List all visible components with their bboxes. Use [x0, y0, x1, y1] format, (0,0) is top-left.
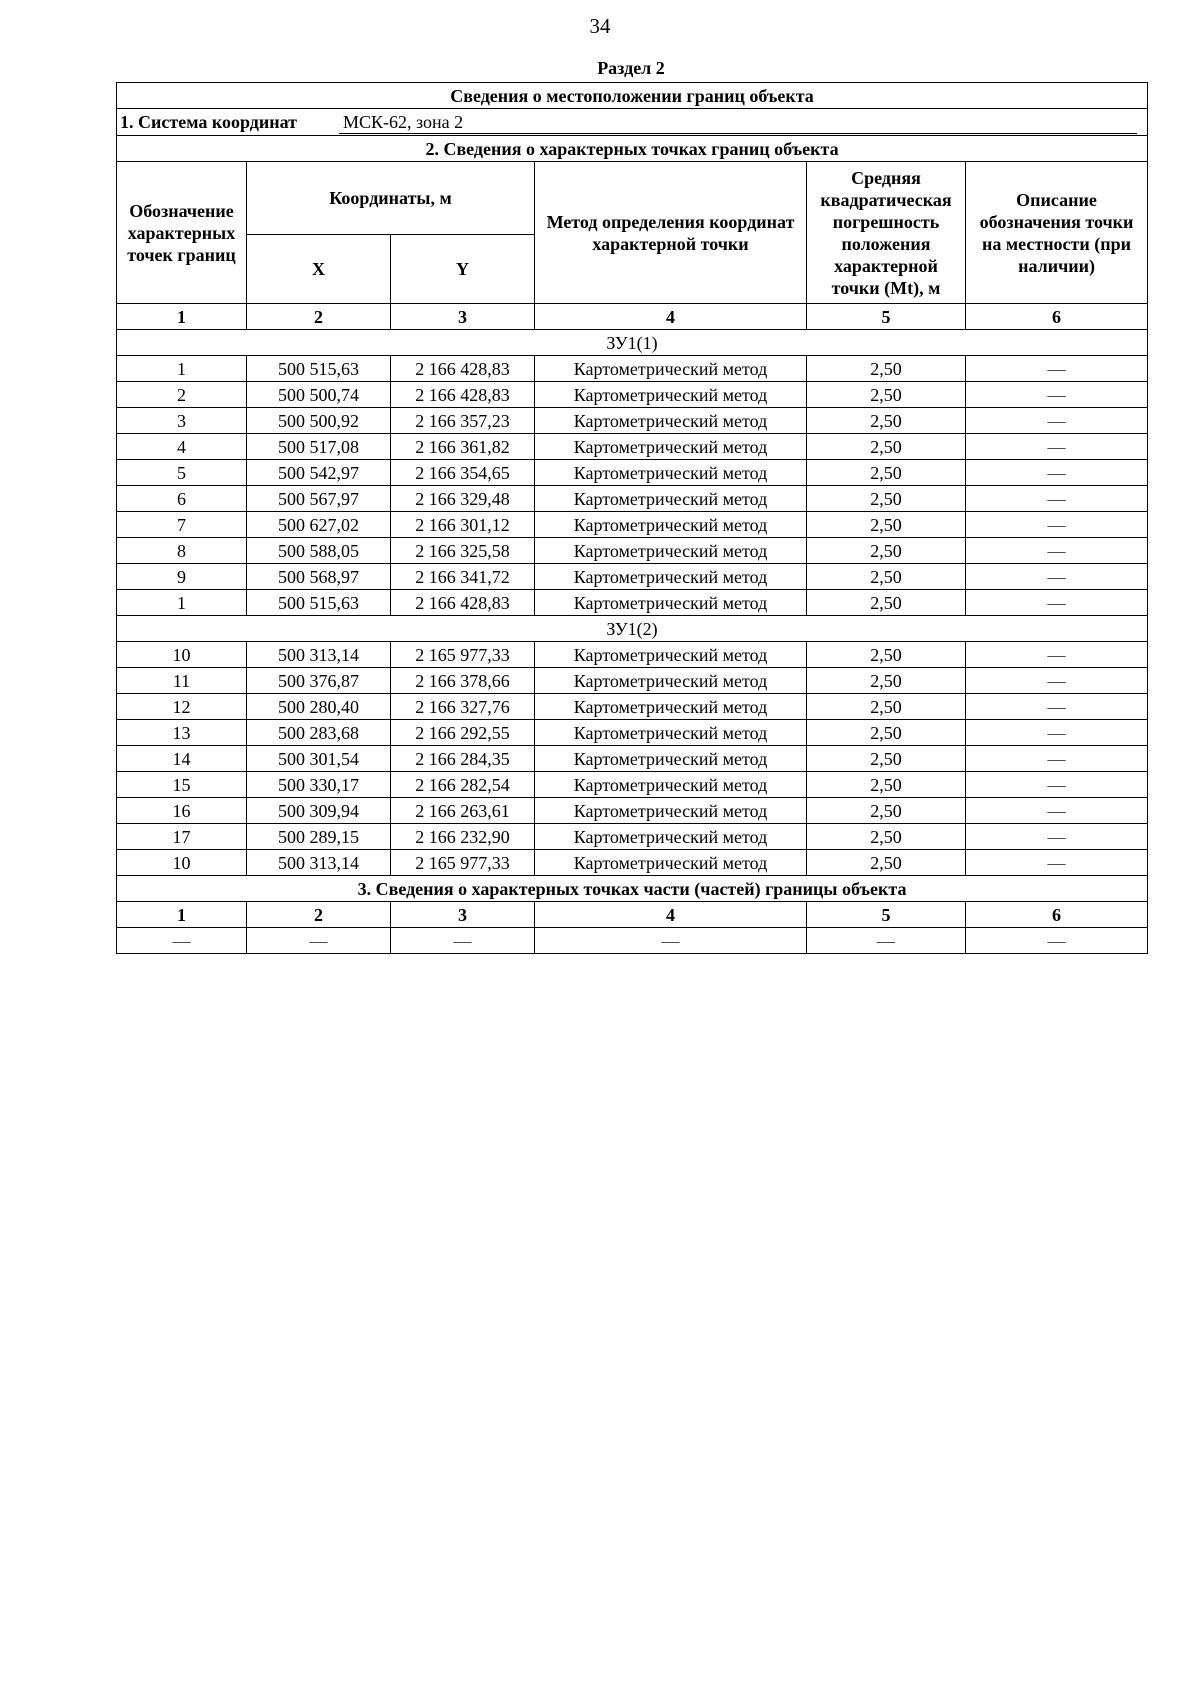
coord-y: 2 166 325,58 [391, 538, 535, 564]
error-cell: 2,50 [807, 590, 966, 616]
error-cell: 2,50 [807, 356, 966, 382]
description-cell: — [966, 824, 1148, 850]
point-number: 10 [117, 850, 247, 876]
method-cell: Картометрический метод [535, 720, 807, 746]
coord-y: 2 166 354,65 [391, 460, 535, 486]
table-row [117, 564, 1148, 590]
coord-y: 2 166 284,35 [391, 746, 535, 772]
description-cell: — [966, 668, 1148, 694]
table-row [117, 850, 1148, 876]
point-number: 11 [117, 668, 247, 694]
description-cell: — [966, 798, 1148, 824]
error-cell: 2,50 [807, 694, 966, 720]
coord-x: 500 309,94 [247, 798, 391, 824]
column-number: 6 [966, 304, 1148, 330]
error-cell: 2,50 [807, 798, 966, 824]
header-y: Y [391, 235, 535, 304]
method-cell: Картометрический метод [535, 486, 807, 512]
coord-x: 500 283,68 [247, 720, 391, 746]
point-number: 6 [117, 486, 247, 512]
empty-cell: — [966, 928, 1148, 954]
empty-cell: — [807, 928, 966, 954]
description-cell: — [966, 772, 1148, 798]
method-cell: Картометрический метод [535, 512, 807, 538]
column-number: 3 [391, 304, 535, 330]
coord-y: 2 166 301,12 [391, 512, 535, 538]
coord-y: 2 166 292,55 [391, 720, 535, 746]
point-number: 14 [117, 746, 247, 772]
subsection2-title: 2. Сведения о характерных точках границ объекта [117, 136, 1148, 162]
coord-y: 2 166 327,76 [391, 694, 535, 720]
method-cell: Картометрический метод [535, 434, 807, 460]
table-row [117, 512, 1148, 538]
error-cell: 2,50 [807, 720, 966, 746]
description-cell: — [966, 356, 1148, 382]
table-row [117, 668, 1148, 694]
coord-y: 2 166 428,83 [391, 590, 535, 616]
error-cell: 2,50 [807, 564, 966, 590]
coord-x: 500 289,15 [247, 824, 391, 850]
point-number: 7 [117, 512, 247, 538]
error-cell: 2,50 [807, 746, 966, 772]
coord-y: 2 166 329,48 [391, 486, 535, 512]
table-title: Сведения о местоположении границ объекта [117, 83, 1148, 109]
point-number: 1 [117, 590, 247, 616]
empty-cell: — [247, 928, 391, 954]
description-cell: — [966, 382, 1148, 408]
error-cell: 2,50 [807, 824, 966, 850]
method-cell: Картометрический метод [535, 564, 807, 590]
underline [339, 133, 1137, 134]
description-cell: — [966, 538, 1148, 564]
table-row [117, 798, 1148, 824]
coord-x: 500 500,92 [247, 408, 391, 434]
table-row [117, 772, 1148, 798]
description-cell: — [966, 642, 1148, 668]
coord-x: 500 567,97 [247, 486, 391, 512]
table-row [117, 408, 1148, 434]
table-row [117, 694, 1148, 720]
method-cell: Картометрический метод [535, 590, 807, 616]
column-number: 1 [117, 304, 247, 330]
header-method: Метод определения координат характерной точки [535, 162, 807, 304]
table-row [117, 720, 1148, 746]
method-cell: Картометрический метод [535, 538, 807, 564]
coord-x: 500 515,63 [247, 590, 391, 616]
point-number: 10 [117, 642, 247, 668]
column-number: 6 [966, 902, 1148, 928]
table-row [117, 486, 1148, 512]
error-cell: 2,50 [807, 512, 966, 538]
group-row [117, 616, 1148, 642]
column-number: 3 [391, 902, 535, 928]
coord-x: 500 313,14 [247, 850, 391, 876]
description-cell: — [966, 720, 1148, 746]
point-number: 9 [117, 564, 247, 590]
description-cell: — [966, 564, 1148, 590]
method-cell: Картометрический метод [535, 642, 807, 668]
coord-y: 2 166 341,72 [391, 564, 535, 590]
empty-cell: — [117, 928, 247, 954]
coord-x: 500 627,02 [247, 512, 391, 538]
table-row [117, 356, 1148, 382]
point-number: 15 [117, 772, 247, 798]
header-x: X [247, 235, 391, 304]
method-cell: Картометрический метод [535, 772, 807, 798]
column-number: 5 [807, 902, 966, 928]
description-cell: — [966, 850, 1148, 876]
method-cell: Картометрический метод [535, 382, 807, 408]
header-error: Средняя квадратическая погрешность положения характерной точки (Mt), м [807, 162, 966, 304]
coord-x: 500 330,17 [247, 772, 391, 798]
point-number: 2 [117, 382, 247, 408]
coord-x: 500 313,14 [247, 642, 391, 668]
coord-y: 2 166 361,82 [391, 434, 535, 460]
boundary-table [116, 82, 1148, 954]
description-cell: — [966, 746, 1148, 772]
table-row [117, 382, 1148, 408]
point-number: 1 [117, 356, 247, 382]
column-number: 2 [247, 304, 391, 330]
group-label: ЗУ1(1) [117, 330, 1148, 356]
coord-y: 2 165 977,33 [391, 642, 535, 668]
coord-x: 500 588,05 [247, 538, 391, 564]
coord-y: 2 166 428,83 [391, 382, 535, 408]
coord-x: 500 517,08 [247, 434, 391, 460]
column-number: 1 [117, 902, 247, 928]
group-label: ЗУ1(2) [117, 616, 1148, 642]
method-cell: Картометрический метод [535, 798, 807, 824]
error-cell: 2,50 [807, 538, 966, 564]
header-point-designation: Обозначение характерных точек границ [117, 162, 247, 304]
point-number: 3 [117, 408, 247, 434]
coord-x: 500 568,97 [247, 564, 391, 590]
column-number: 2 [247, 902, 391, 928]
point-number: 16 [117, 798, 247, 824]
description-cell: — [966, 408, 1148, 434]
table-row [117, 460, 1148, 486]
empty-cell: — [391, 928, 535, 954]
method-cell: Картометрический метод [535, 356, 807, 382]
page-number: 34 [589, 14, 611, 38]
column-number: 4 [535, 902, 807, 928]
method-cell: Картометрический метод [535, 460, 807, 486]
coord-y: 2 166 232,90 [391, 824, 535, 850]
error-cell: 2,50 [807, 434, 966, 460]
coord-x: 500 280,40 [247, 694, 391, 720]
description-cell: — [966, 590, 1148, 616]
table-row [117, 642, 1148, 668]
coord-y: 2 166 263,61 [391, 798, 535, 824]
coord-x: 500 515,63 [247, 356, 391, 382]
column-number: 4 [535, 304, 807, 330]
coord-system-value: МСК-62, зона 2 [343, 112, 464, 132]
coord-x: 500 301,54 [247, 746, 391, 772]
error-cell: 2,50 [807, 772, 966, 798]
method-cell: Картометрический метод [535, 694, 807, 720]
method-cell: Картометрический метод [535, 850, 807, 876]
table-row [117, 746, 1148, 772]
coord-system-label: 1. Система координат [120, 112, 297, 132]
table-row [117, 538, 1148, 564]
coord-x: 500 500,74 [247, 382, 391, 408]
coord-x: 500 376,87 [247, 668, 391, 694]
coord-system-row [117, 109, 1148, 136]
point-number: 8 [117, 538, 247, 564]
error-cell: 2,50 [807, 486, 966, 512]
error-cell: 2,50 [807, 408, 966, 434]
error-cell: 2,50 [807, 382, 966, 408]
table-row [117, 590, 1148, 616]
group-row [117, 330, 1148, 356]
header-coordinates: Координаты, м [247, 162, 535, 235]
point-number: 12 [117, 694, 247, 720]
description-cell: — [966, 512, 1148, 538]
method-cell: Картометрический метод [535, 746, 807, 772]
coord-y: 2 166 357,23 [391, 408, 535, 434]
method-cell: Картометрический метод [535, 824, 807, 850]
header-description: Описание обозначения точки на местности (при наличии) [966, 162, 1148, 304]
section-heading: Раздел 2 [597, 58, 665, 78]
coord-x: 500 542,97 [247, 460, 391, 486]
table-row [117, 824, 1148, 850]
coord-y: 2 166 378,66 [391, 668, 535, 694]
column-number: 5 [807, 304, 966, 330]
error-cell: 2,50 [807, 642, 966, 668]
description-cell: — [966, 694, 1148, 720]
error-cell: 2,50 [807, 850, 966, 876]
coord-y: 2 165 977,33 [391, 850, 535, 876]
error-cell: 2,50 [807, 460, 966, 486]
error-cell: 2,50 [807, 668, 966, 694]
description-cell: — [966, 460, 1148, 486]
point-number: 17 [117, 824, 247, 850]
coord-y: 2 166 428,83 [391, 356, 535, 382]
point-number: 5 [117, 460, 247, 486]
description-cell: — [966, 486, 1148, 512]
method-cell: Картометрический метод [535, 408, 807, 434]
method-cell: Картометрический метод [535, 668, 807, 694]
table-row [117, 434, 1148, 460]
description-cell: — [966, 434, 1148, 460]
coord-y: 2 166 282,54 [391, 772, 535, 798]
point-number: 13 [117, 720, 247, 746]
empty-cell: — [535, 928, 807, 954]
subsection3-title: 3. Сведения о характерных точках части (частей) границы объекта [117, 876, 1148, 902]
point-number: 4 [117, 434, 247, 460]
